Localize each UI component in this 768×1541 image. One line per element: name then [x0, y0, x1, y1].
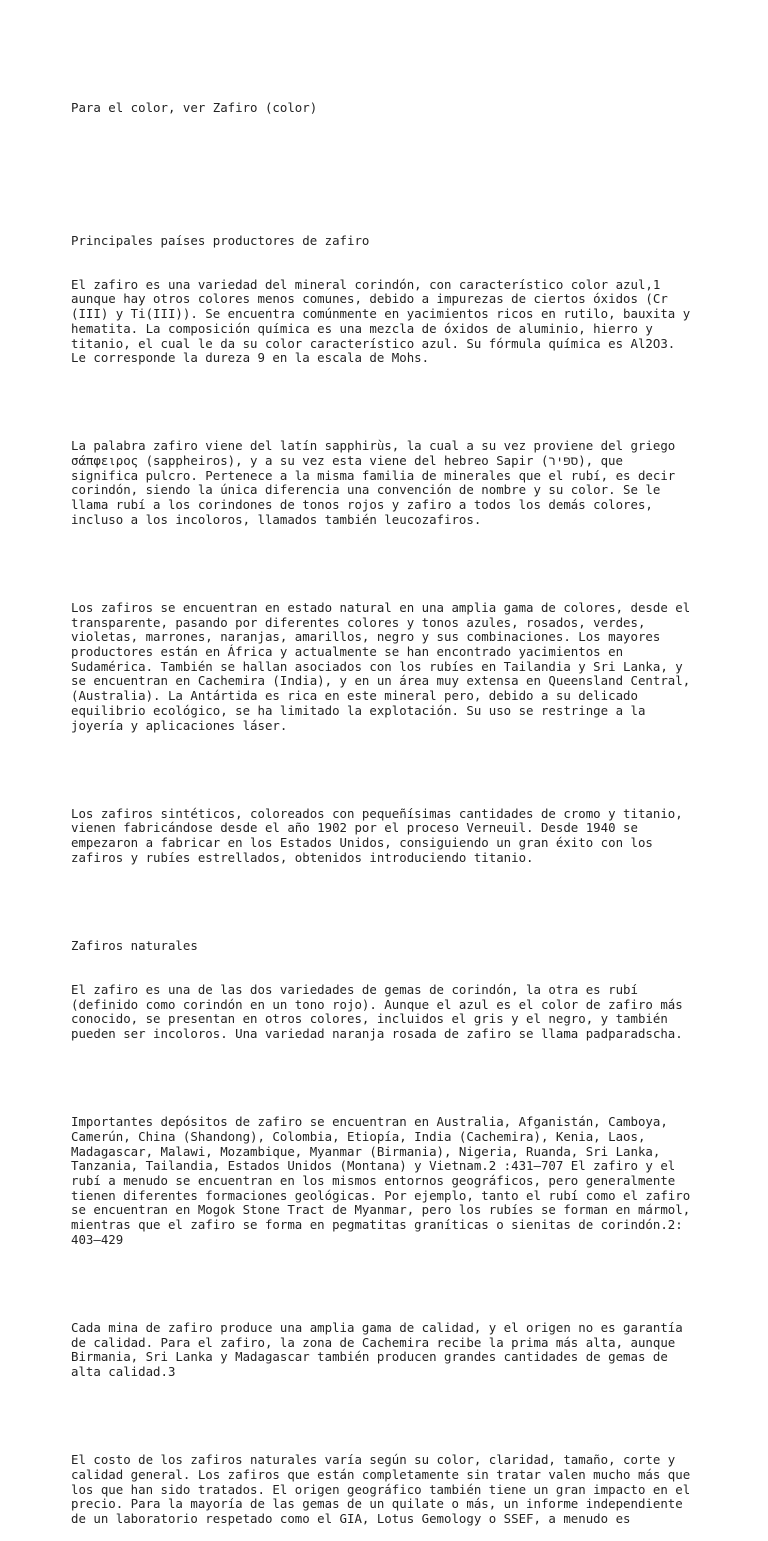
- paragraph-cost: [71, 1453, 711, 1526]
- text-line: llama rubí a los corindones de tonos rojos y zafiro a todos los demás colores,: [71, 497, 653, 513]
- text-line: calidad general. Los zafiros que están completamente sin tratar valen mucho más que: [71, 1466, 691, 1482]
- text-line: Importantes depósitos de zafiro se encuentran en Australia, Afganistán, Camboya,: [71, 1114, 668, 1130]
- text-line: tienen diferentes formaciones geológicas. Por ejemplo, tanto el rubí como el zafiro: [71, 1187, 691, 1203]
- text-line: (definido como corindón en un tono rojo). Aunque el azul es el color de zafiro más: [71, 996, 683, 1012]
- text-line: precio. Para la mayoría de las gemas de un quilate o más, un informe independiente: [71, 1496, 683, 1512]
- text-line: Los zafiros se encuentran en estado natural en una amplia gama de colores, desde el: [71, 600, 691, 616]
- text-line: alta calidad.3: [71, 1364, 176, 1380]
- text-line: equilibrio ecológico, se ha limitado la explotación. Su uso se restringe a la: [71, 702, 646, 718]
- section-heading-natural: Zafiros naturales: [71, 937, 198, 953]
- intro-line: Para el color, ver Zafiro (color): [71, 100, 318, 116]
- text-line: incluso a los incoloros, llamados también leucozafiros.: [71, 511, 482, 527]
- text-line: 403–429: [71, 1231, 124, 1247]
- text-line: Le corresponde la dureza 9 en la escala de Mohs.: [71, 350, 430, 366]
- text-line: se encuentran en Cachemira (India), y en un área muy extensa en Queensland Central,: [71, 673, 691, 689]
- text-line: Cada mina de zafiro produce una amplia gama de calidad, y el origen no es garantía: [71, 1320, 683, 1335]
- text-line: vienen fabricándose desde el año 1902 por el proceso Verneuil. Desde 1940 se: [71, 820, 638, 836]
- section-heading-producers: Principales países productores de zafiro: [71, 232, 370, 248]
- text-line: corindón, siendo la única diferencia una convención de nombre y su color. Se le: [71, 482, 661, 498]
- text-line: de calidad. Para el zafiro, la zona de Cachemira recibe la prima más alta, aunque: [71, 1334, 676, 1350]
- text-line: El costo de los zafiros naturales varía según su color, claridad, tamaño, corte y: [71, 1452, 676, 1468]
- paragraph-quality: [71, 1321, 711, 1380]
- text-line: los que han sido tratados. El origen geográfico también tiene un gran impacto en el: [71, 1481, 691, 1497]
- paragraph-colors: [71, 601, 711, 733]
- text-line: conocido, se presentan en otros colores, incluidos el gris y el negro, y también: [71, 1011, 668, 1027]
- paragraph-synthetic: [71, 807, 711, 866]
- text-line: El zafiro es una variedad del mineral corindón, con característico color azul,1: [71, 276, 661, 292]
- text-line: Los zafiros sintéticos, coloreados con pequeñísimas cantidades de cromo y titanio,: [71, 805, 683, 821]
- text-line: se encuentran en Mogok Stone Tract de Myanmar, pero los rubíes se forman en mármol,: [71, 1202, 691, 1218]
- text-line: La palabra zafiro viene del latín sapphirùs, la cual a su vez proviene del griego: [71, 438, 676, 454]
- text-line: Madagascar, Malawi, Mozambique, Myanmar (Birmania), Nigeria, Ruanda, Sri Lanka,: [71, 1143, 661, 1159]
- text-line: productores están en África y actualmente se han encontrado yacimientos en: [71, 644, 624, 660]
- text-line: (Australia). La Antártida es rica en este mineral pero, debido a su delicado: [71, 688, 638, 704]
- text-line: joyería y aplicaciones láser.: [71, 717, 288, 733]
- text-line: Sudamérica. También se hallan asociados con los rubíes en Tailandia y Sri Lanka, y: [71, 658, 683, 674]
- text-line: mientras que el zafiro se forma en pegmatitas graníticas o sienitas de corindón.2:: [71, 1217, 683, 1233]
- text-line: empezaron a fabricar en los Estados Unidos, consiguiendo un gran éxito con los: [71, 835, 653, 851]
- text-line: transparente, pasando por diferentes colores y tonos azules, rosados, verdes,: [71, 614, 646, 630]
- text-line: violetas, marrones, naranjas, amarillos, negro y sus combinaciones. Los mayores: [71, 629, 661, 645]
- text-line: significa pulcro. Pertenece a la misma familia de minerales que el rubí, es decir: [71, 467, 676, 483]
- paragraph-etymology: [71, 439, 711, 527]
- text-line: El zafiro es una de las dos variedades de gemas de corindón, la otra es rubí: [71, 982, 638, 998]
- text-line: Camerún, China (Shandong), Colombia, Etiopía, India (Cachemira), Kenia, Laos,: [71, 1129, 646, 1144]
- paragraph-intro: [71, 278, 711, 366]
- text-line: Birmania, Sri Lanka y Madagascar también producen grandes cantidades de gemas de: [71, 1349, 668, 1365]
- paragraph-natural: [71, 983, 711, 1042]
- text-line: Tanzania, Tailandia, Estados Unidos (Montana) y Vietnam.2 :431–707 El zafiro y el: [71, 1158, 676, 1174]
- text-line: σάπφειρος (sappheiros), y a su vez esta viene del hebreo Sapir (ספּיר), que: [71, 453, 623, 469]
- text-line: aunque hay otros colores menos comunes, debido a impurezas de ciertos óxidos (Cr: [71, 291, 668, 307]
- text-line: de un laboratorio respetado como el GIA, Lotus Gemology o SSEF, a menudo es: [71, 1511, 631, 1526]
- text-line: pueden ser incoloros. Una variedad naranja rosada de zafiro se llama padparadscha.: [71, 1026, 683, 1042]
- text-line: titanio, el cual le da su color característico azul. Su fórmula química es Al2O3.: [71, 335, 676, 351]
- text-line: rubí a menudo se encuentran en los mismos entornos geográficos, pero generalmente: [71, 1173, 676, 1189]
- text-line: zafiros y rubíes estrellados, obtenidos introduciendo titanio.: [71, 849, 534, 865]
- text-line: hematita. La composición química es una mezcla de óxidos de aluminio, hierro y: [71, 320, 653, 336]
- text-line: (III) y Ti(III)). Se encuentra comúnmente en yacimientos ricos en rutilo, bauxita y: [71, 306, 691, 322]
- paragraph-deposits: [71, 1115, 711, 1247]
- document-page: [71, 72, 711, 1541]
